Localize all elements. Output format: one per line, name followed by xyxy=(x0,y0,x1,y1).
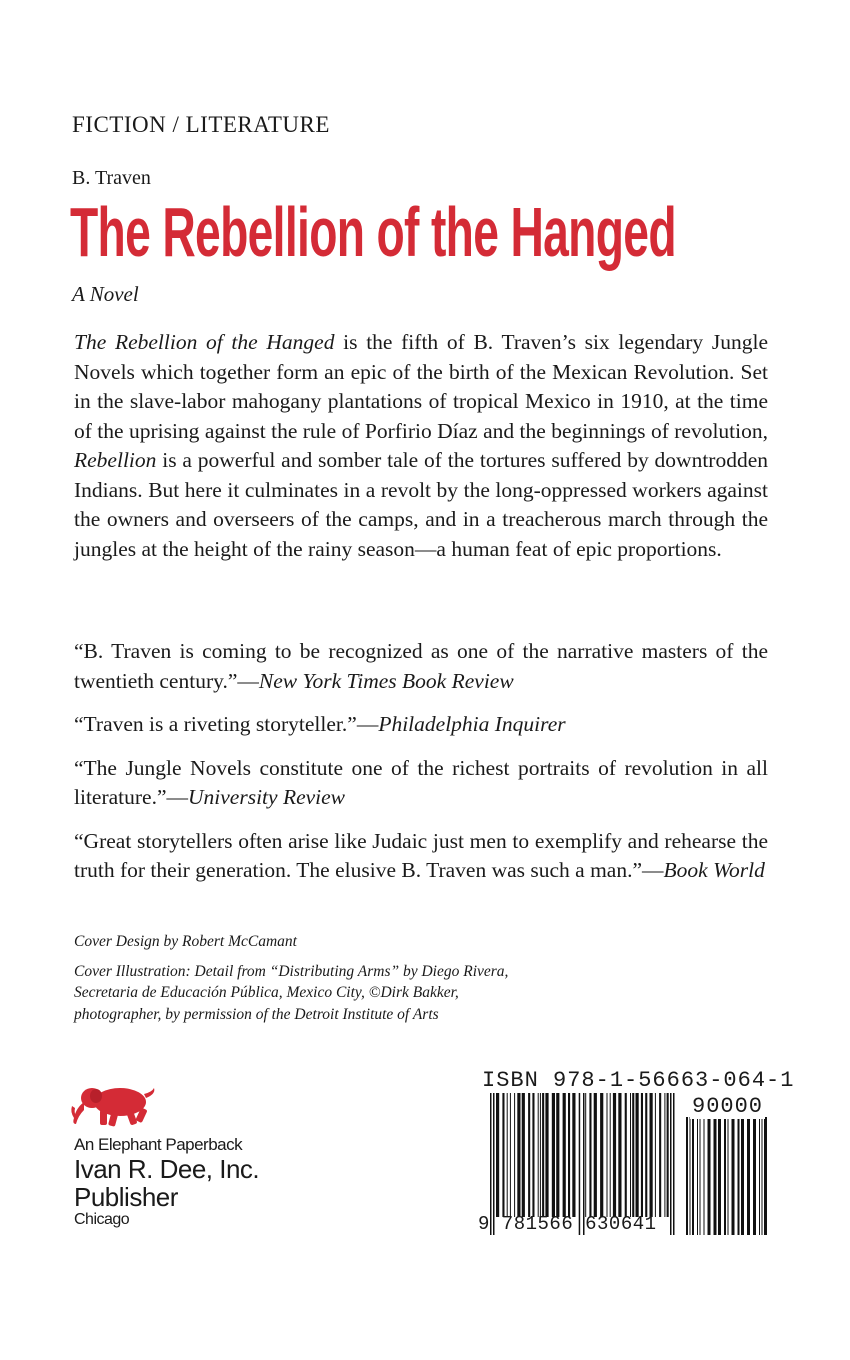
publisher-label: Publisher xyxy=(74,1182,178,1212)
publisher-imprint xyxy=(74,1135,259,1229)
review-quote xyxy=(74,827,768,886)
review-quote xyxy=(74,754,768,813)
description-rebellion-ref: Rebellion xyxy=(74,448,157,472)
publisher-name: Ivan R. Dee, Inc. xyxy=(74,1154,260,1184)
quote-text: “Great storytellers often arise like Judaic just men to exemplify and rehearse the truth for their generation. The elusive B. Traven was such a man.”— xyxy=(74,828,768,882)
category-label: FICTION / LITERATURE xyxy=(72,112,330,137)
book-title: The Rebellion of the Hanged xyxy=(70,193,676,271)
description-title-ref: The Rebellion of the Hanged xyxy=(74,330,335,354)
quote-text: “B. Traven is coming to be recognized as one of the narrative masters of the twentieth century.”— xyxy=(74,639,768,693)
elephant-logo-icon xyxy=(70,1080,158,1130)
author-name: B. Traven xyxy=(72,167,151,189)
publisher-city: Chicago xyxy=(74,1211,130,1228)
review-quote xyxy=(74,637,768,696)
description xyxy=(74,328,768,564)
quote-source: University Review xyxy=(188,785,346,809)
cover-credits xyxy=(74,931,534,1033)
description-part1: is the fifth of B. Traven’s six legendary Jungle Novels which together form an epic of the birth of the Mexican Revolution. Set in the slave-labor mahogany plantations of tropical Mexico in 1910, at the time of the uprising against the rule of Porfirio Díaz and the beginnings of revolution, xyxy=(74,330,768,443)
quote-source: New York Times Book Review xyxy=(258,668,514,693)
review-quote xyxy=(74,710,768,740)
review-quotes xyxy=(74,637,768,900)
quote-text: “Traven is a riveting storyteller.”— xyxy=(74,712,379,736)
cover-design-credit: Cover Design by Robert McCamant xyxy=(74,933,297,950)
series-name: An Elephant Paperback xyxy=(74,1135,243,1154)
cover-illustration-credit: Cover Illustration: Detail from “Distributing Arms” by Diego Rivera, Secretaria de Educación Pública, Mexico City, ©Dirk Bakker, photographer, by permission of the Detroit Institute of Arts xyxy=(74,962,509,1023)
book-subtitle: A Novel xyxy=(72,282,139,306)
quote-text: “The Jungle Novels constitute one of the richest portraits of revolution in all literature.”— xyxy=(74,755,768,809)
quote-source: Book World xyxy=(663,858,765,882)
isbn-label: ISBN 978-1-56663-064-1 xyxy=(482,1068,795,1093)
quote-source: Philadelphia Inquirer xyxy=(378,712,566,736)
price-code: 90000 xyxy=(692,1094,764,1119)
description-part2: is a powerful and somber tale of the tortures suffered by downtrodden Indians. But here it culminates in a revolt by the long-oppressed workers against the owners and overseers of the camps, and in a treacherous march through the jungles at the height of the rainy season—a human feat of epic proportions. xyxy=(74,448,768,561)
ean-digits: 9 781566 630641 xyxy=(478,1213,657,1235)
